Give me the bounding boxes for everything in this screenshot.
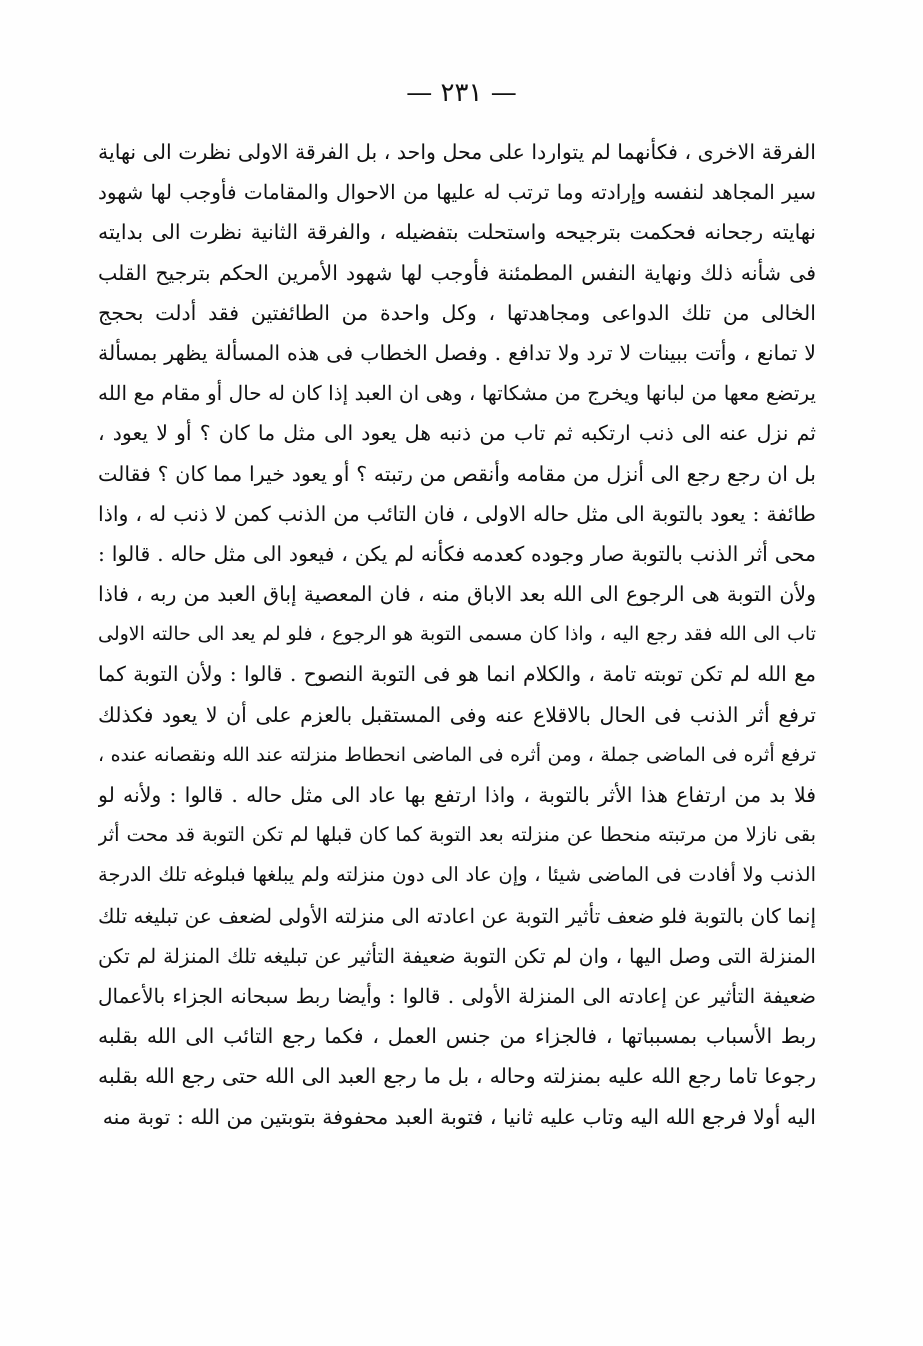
text-line: يرتضع معها من لبانها ويخرج من مشكاتها ، وهى ان العبد إذا كان له حال أو مقام مع الله — [98, 381, 816, 406]
text-line: الخالى من تلك الدواعى ومجاهدتها ، وكل واحدة من الطائفتين فقد أدلت بحجج — [98, 300, 816, 325]
text-line: بل ان رجع رجع الى أنزل من مقامه وأنقص من رتبته ؟ أو يعود خيرا مما كان ؟ فقالت — [98, 461, 816, 486]
text-line: إنما كان بالتوبة فلو ضعف تأثير التوبة عن اعادته الى منزلته الأولى لضعف عن تبليغه تلك — [98, 903, 816, 928]
text-line: ربط الأسباب بمسبباتها ، فالجزاء من جنس العمل ، فكما رجع التائب الى الله بقلبه — [98, 1024, 816, 1049]
text-line: فلا بد من ارتفاع هذا الأثر بالتوبة ، واذا ارتفع بها عاد الى مثل حاله . قالوا : ولأنه لو — [98, 783, 816, 807]
text-line: سير المجاهد لنفسه وإرادته وما ترتب له عليها من الاحوال والمقامات فأوجب لها شهود — [98, 180, 816, 205]
body-text — [98, 132, 816, 1137]
text-line: الذنب ولا أفادت فى الماضى شيئا ، وإن عاد الى دون منزلته ولم يبلغها فبلوغه تلك الدرجة — [98, 863, 816, 887]
text-line: اليه أولا فرجع الله اليه وتاب عليه ثانيا ، فتوبة العبد محفوفة بتوبتين من الله : توبة منه — [102, 1104, 816, 1129]
text-line: طائفة : يعود بالتوبة الى مثل حاله الاولى ، فان التائب من الذنب كمن لا ذنب له ، واذا — [98, 501, 816, 526]
text-line: ترفع أثر الذنب فى الحال بالاقلاع عنه وفى المستقبل بالعزم على أن لا يعود فكذلك — [98, 702, 816, 727]
text-line: ترفع أثره فى الماضى جملة ، ومن أثره فى الماضى انحطاط منزلته عند الله ونقصانه عنده ، — [98, 743, 816, 766]
text-line: محى أثر الذنب بالتوبة صار وجوده كعدمه فكأنه لم يكن ، فيعود الى مثل حاله . قالوا : — [98, 541, 816, 566]
text-line: مع الله لم تكن توبته تامة ، والكلام انما هو فى التوبة النصوح . قالوا : ولأن التوبة كما — [98, 662, 816, 687]
text-line: لا تمانع ، وأتت ببينات لا ترد ولا تدافع . وفصل الخطاب فى هذه المسألة يظهر بمسألة — [98, 340, 816, 365]
text-line: رجوعا تاما رجع الله عليه بمنزلته وحاله ، بل ما رجع العبد الى الله حتى رجع الله بقلبه — [98, 1064, 816, 1089]
text-line: فى شأنه ذلك ونهاية النفس المطمئنة فأوجب لها شهود الأمرين الحكم بترجيح القلب — [98, 260, 816, 285]
text-line: نهايته رجحانه فحكمت بترجيحه واستحلت بتفضيله ، والفرقة الثانية نظرت الى بدايته — [98, 220, 816, 245]
text-line: بقى نازلا من مرتبته منحطا عن منزلته بعد التوبة كما كان قبلها لم تكن التوبة قد محت أثر — [98, 823, 816, 847]
text-line: المنزلة التى وصل اليها ، وان لم تكن التوبة ضعيفة التأثير عن تبليغه تلك المنزلة لم تكن — [98, 943, 816, 968]
text-line: الفرقة الاخرى ، فكأنهما لم يتواردا على محل واحد ، بل الفرقة الاولى نظرت الى نهاية — [98, 140, 816, 164]
text-line: ولأن التوبة هى الرجوع الى الله بعد الاباق منه ، فان المعصية إباق العبد من ربه ، فاذا — [98, 582, 816, 607]
text-line: تاب الى الله فقد رجع اليه ، واذا كان مسمى التوبة هو الرجوع ، فلو لم يعد الى حالته الاولى — [98, 623, 816, 646]
text-line: ثم نزل عنه الى ذنب ارتكبه ثم تاب من ذنبه هل يعود الى مثل ما كان ؟ أو لا يعود ، — [98, 421, 816, 446]
page-number: — ٢٣١ — — [406, 78, 517, 108]
text-line: ضعيفة التأثير عن إعادته الى المنزلة الأولى . قالوا : وأيضا ربط سبحانه الجزاء بالأعمال — [98, 983, 816, 1008]
